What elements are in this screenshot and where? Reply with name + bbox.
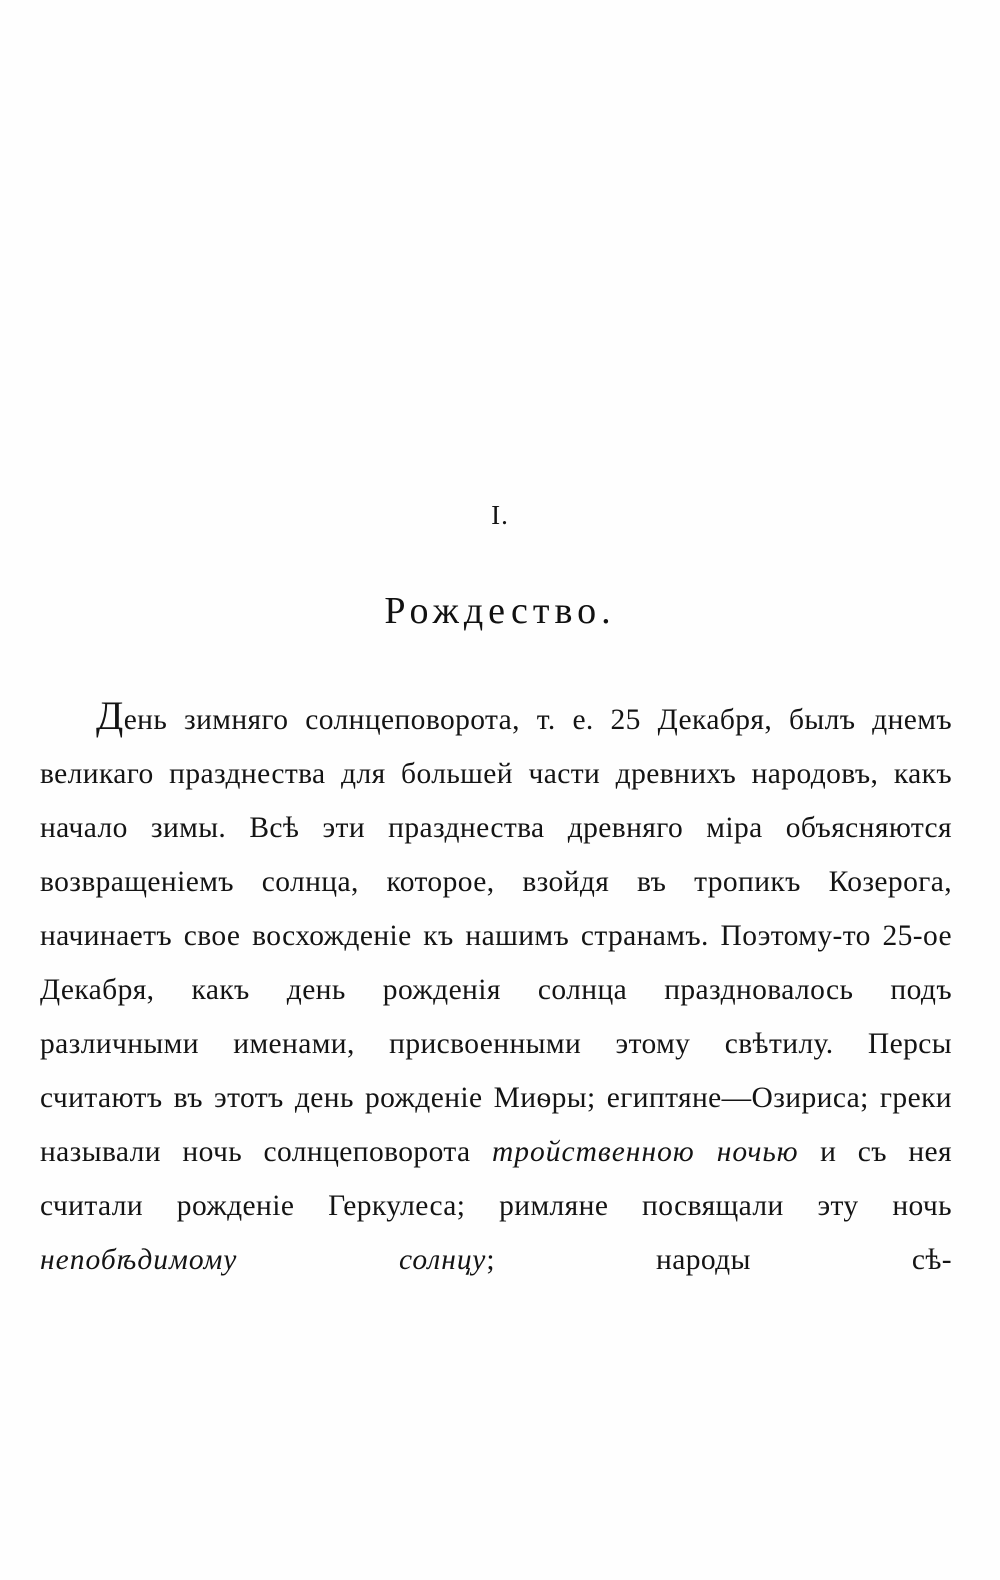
chapter-number: I. xyxy=(491,500,509,530)
chapter-title: Рождество. xyxy=(384,590,616,632)
body-paragraph xyxy=(40,693,960,1287)
paragraph-italic-phrase-1: тройственною ночью xyxy=(491,1136,799,1168)
paragraph-italic-phrase-2: непобѣдимому солнцу xyxy=(40,1244,487,1276)
page-content xyxy=(40,500,960,1287)
paragraph-segment-2: и съ нея считали рожденіе Геркулеса; римляне посвящали эту ночь xyxy=(40,1136,953,1222)
paragraph-segment-3: ; народы сѣ- xyxy=(486,1244,952,1276)
paragraph-segment-1: ень зимняго солнцеповорота, т. е. 25 Декабря, былъ днемъ великаго празднества для большей части древнихъ народовъ, какъ начало зимы. Всѣ эти празднества древняго міра объясняются возвращеніемъ солнца, которое, взойдя въ тропикъ Козерога, начинаетъ свое восхожденіе къ нашимъ странамъ. Поэтому-то 25-ое Декабря, какъ день рожденія солнца праздновалось подъ различными именами, присвоенными этому свѣтилу. Персы считаютъ въ этотъ день рожденіе Миѳры; египтяне—Озириса; греки называли ночь солнцеповорота xyxy=(40,704,952,1168)
paragraph-lead-letter: Д xyxy=(96,693,124,738)
